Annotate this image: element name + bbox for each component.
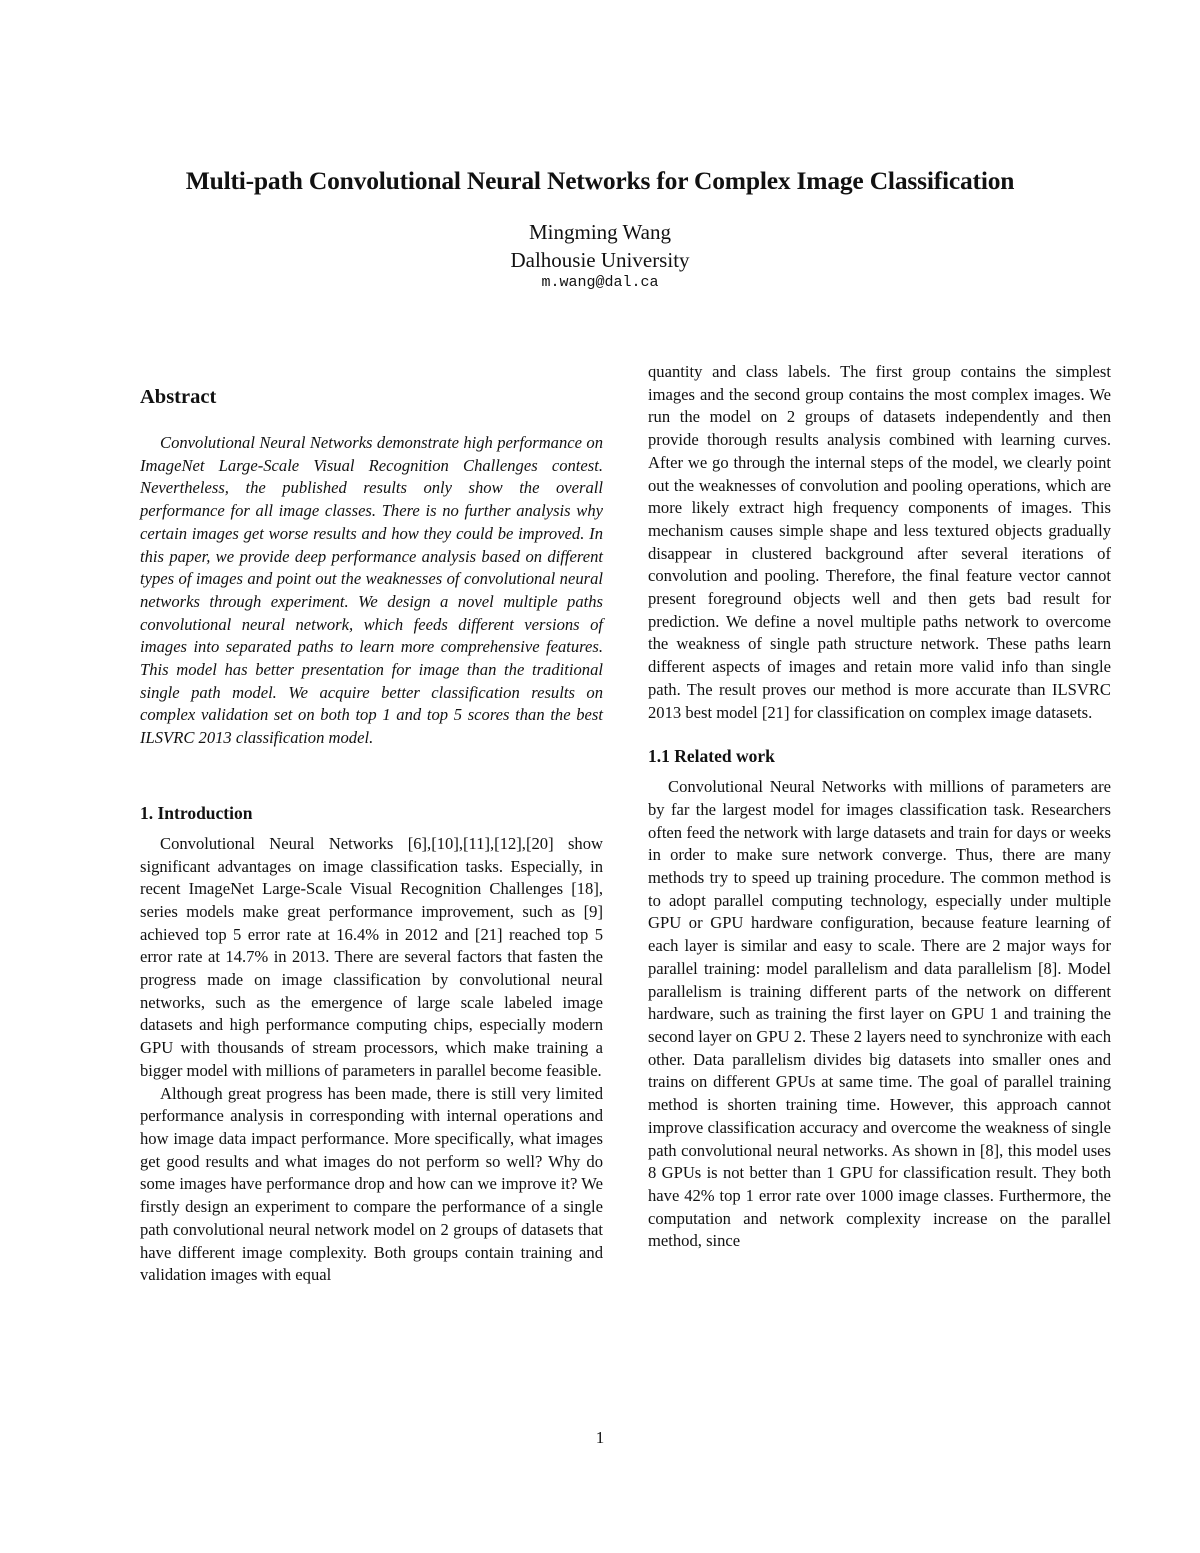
left-column	[140, 384, 603, 1287]
related-work-paragraph: Convolutional Neural Networks with millions of parameters are by far the largest model for images classification task. Researchers often feed the network with large datasets and train for days or weeks in order to make sure network converge. Thus, there are many methods try to speed up training procedure. The common method is to adopt parallel computing technology, especially under multiple GPU or GPU hardware configuration, because feature learning of each layer is similar and easy to scale. There are 2 major ways for parallel training: model parallelism and data parallelism [8]. Model parallelism is training different parts of the network on different hardware, such as training the first layer on GPU 1 and training the second layer on GPU 2. These 2 layers need to synchronize with each other. Data parallelism divides big datasets into smaller ones and trains on different GPUs at same time. The goal of parallel training method is shorten training time. However, this approach cannot improve classification accuracy and overcome the weakness of single path convolutional neural networks. As shown in [8], this model uses 8 GPUs is not better than 1 GPU for classification result. They both have 42% top 1 error rate over 1000 image classes. Furthermore, the computation and network complexity increase on the parallel method, since	[648, 777, 1111, 1251]
introduction-paragraph-2: Although great progress has been made, there is still very limited performance analysis in corresponding with internal operations and how image data impact performance. More specifically, what images get good results and what images do not perform so well? Why do some images have performance drop and how can we improve it? We firstly design an experiment to compare the performance of a single path convolutional neural network model on 2 groups of datasets that have different image complexity. Both groups contain training and validation images with equal	[140, 1083, 603, 1285]
author-name: Mingming Wang	[528, 220, 671, 244]
introduction-paragraph-2-continued: quantity and class labels. The first group contains the simplest images and the second group contains the most complex images. We run the model on 2 groups of datasets independently and then provide thorough results analysis combined with learning curves. After we go through the internal steps of the model, we clearly point out the weaknesses of convolution and pooling operations, which are more likely extract high frequency components of images. This mechanism causes simple shape and less textured objects gradually disappear in clustered background after several iterations of convolution and pooling. Therefore, the final feature vector cannot present foreground objects well and then gets bad result for prediction. We define a novel multiple paths network to overcome the weakness of single path structure network. These paths learn different aspects of images and retain more valid info than single path. The result proves our method is more accurate than ILSVRC 2013 best model [21] for classification on complex image datasets.	[648, 362, 1111, 722]
author-affiliation: Dalhousie University	[510, 248, 690, 272]
introduction-heading: 1. Introduction	[140, 802, 253, 823]
abstract-heading: Abstract	[140, 386, 217, 408]
abstract-text: Convolutional Neural Networks demonstrate high performance on ImageNet Large-Scale Visual Recognition Challenges contest. Nevertheless, the published results only show the overall performance for all image classes. There is no further analysis why certain images get worse results and how they could be improved. In this paper, we provide deep performance analysis based on different types of images and point out the weaknesses of convolutional neural networks through experiment. We design a novel multiple paths convolutional neural network, which feeds different versions of images into separated paths to learn more comprehensive features. This model has better presentation for image than the traditional single path model. We acquire better classification results on complex validation set on both top 1 and top 5 scores than the best ILSVRC 2013 classification model.	[140, 433, 603, 748]
paper-title: Multi-path Convolutional Neural Networks for Complex Image Classification	[185, 166, 1015, 195]
related-work-heading: 1.1 Related work	[648, 746, 775, 767]
author-email: m.wang@dal.ca	[541, 274, 659, 291]
page-number: 1	[595, 1428, 605, 1447]
right-column	[648, 361, 1111, 1253]
introduction-paragraph-1: Convolutional Neural Networks [6],[10],[11],[12],[20] show significant advantages on image classification tasks. Especially, in recent ImageNet Large-Scale Visual Recognition Challenges [18], series models make great performance improvement, such as [9] achieved top 5 error rate at 16.4% in 2012 and [21] reached top 5 error rate at 14.7% in 2013. There are several factors that fasten the progress made on image classification by convolutional neural networks, such as the emergence of large scale labeled image datasets and high performance computing chips, especially modern GPU with thousands of stream processors, which make training a bigger model with millions of parameters in parallel become feasible.	[140, 833, 603, 1080]
